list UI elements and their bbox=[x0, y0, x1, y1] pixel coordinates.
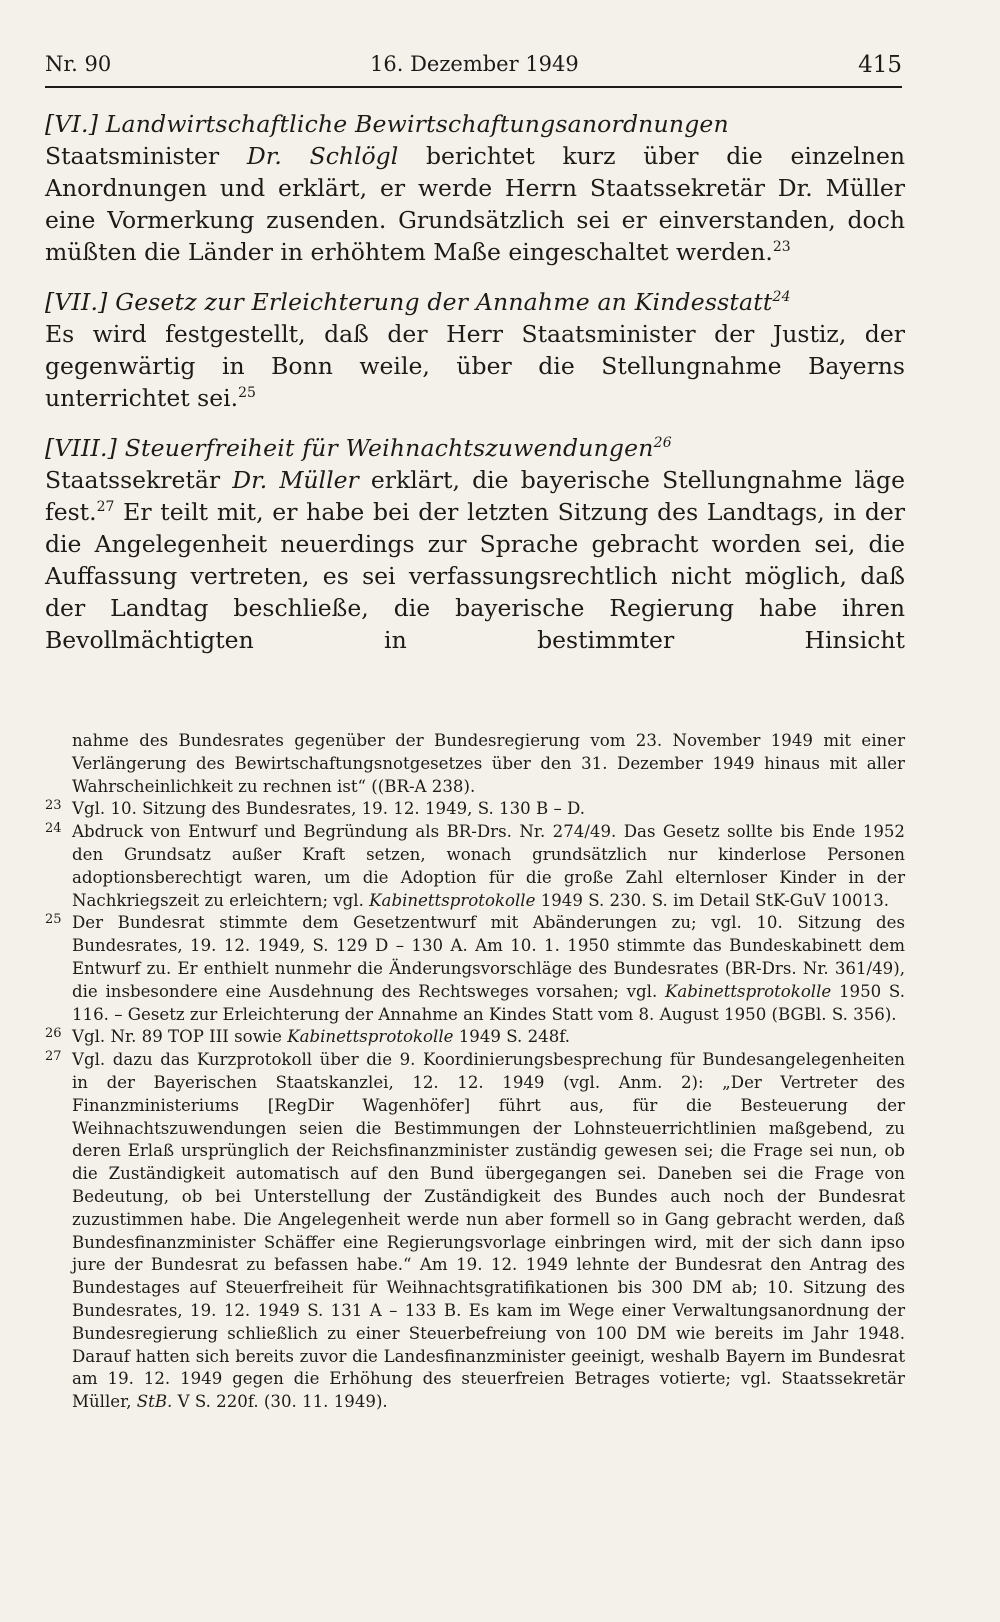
agenda-item-vi bbox=[45, 108, 905, 268]
footnote-text: 1950 S. 116. – Gesetz zur Erleichterung der Annahme an Kindes Statt vom 8. August 1950 (BGBl. S. 356). bbox=[72, 981, 905, 1024]
agenda-title: Gesetz zur Erleichterung der Annahme an Kindesstatt bbox=[115, 288, 773, 316]
agenda-item-vii bbox=[45, 286, 905, 414]
footnote-reference[interactable]: 24 bbox=[772, 289, 791, 306]
source-title: Kabinettsprotokolle bbox=[664, 981, 832, 1001]
footnote-text: 1949 S. 230. S. im Detail StK-GuV 10013. bbox=[535, 890, 890, 910]
agenda-title: Steuerfreiheit für Weihnachtszuwendungen bbox=[124, 434, 654, 462]
agenda-paragraph bbox=[45, 464, 905, 688]
paragraph-text: Es wird festgestellt, daß der Herr Staatsminister der Justiz, der gegenwärtig in Bonn weile, über die Stellungnahme Bayerns unterrichtet sei. bbox=[45, 320, 905, 412]
footnote-text: Abdruck von Entwurf und Begründung als BR-Drs. Nr. 274/49. Das Gesetz sollte bis Ende 1952 den Grundsatz außer Kraft setzen, wonach grundsätzlich nur kinderlose Personen adoptionsberechtigt waren, um die Adoption für die große Zahl elternloser Kinder in der Nachkriegszeit zu erleichtern; vgl. bbox=[72, 822, 905, 910]
footnote-text: Der Bundesrat stimmte dem Gesetzentwurf mit Abänderungen zu; vgl. 10. Sitzung des Bundesrates, 19. 12. 1949, S. 129 D – 130 A. Am 10. 1. 1950 stimmte das Bundeskabinett dem Entwurf zu. Er enthielt nunmehr die Änderungsvorschläge des Bundesrates (BR-Drs. Nr. 361/49), die insbesondere eine Ausdehnung des Rechtsweges vorsahen; vgl. bbox=[72, 913, 905, 1001]
source-title: StB. bbox=[136, 1392, 173, 1412]
page-header bbox=[45, 46, 902, 88]
footnote-text: Vgl. Nr. 89 TOP III sowie bbox=[72, 1027, 288, 1047]
agenda-numeral: [VI.] bbox=[45, 110, 99, 138]
footnote-27 bbox=[45, 1049, 905, 1414]
agenda-heading bbox=[45, 286, 905, 318]
footnote-text: Vgl. 10. Sitzung des Bundesrates, 19. 12. 1949, S. 130 B – D. bbox=[72, 799, 586, 819]
agenda-paragraph bbox=[45, 318, 905, 414]
footnote-number: 26 bbox=[45, 1026, 62, 1042]
footnote-reference[interactable]: 27 bbox=[96, 499, 115, 516]
footnote-number: 27 bbox=[45, 1049, 62, 1065]
footnote-number: 23 bbox=[45, 798, 62, 814]
footnote-continuation: nahme des Bundesrates gegenüber der Bundesregierung vom 23. November 1949 mit einer Verlängerung des Bewirtschaftungsnotgesetzes über den 31. Dezember 1949 hinaus mit aller Wahrscheinlichkeit zu rechnen ist“ ((BR-A 238). bbox=[72, 731, 905, 796]
footnotes bbox=[45, 730, 905, 1414]
footnote-reference[interactable]: 26 bbox=[653, 435, 672, 452]
paragraph-text: Staatsminister bbox=[45, 142, 247, 170]
source-title: Kabinettsprotokolle bbox=[369, 890, 536, 910]
speaker-name: Dr. Müller bbox=[232, 466, 359, 494]
agenda-numeral: [VIII.] bbox=[45, 434, 118, 462]
footnote-reference[interactable]: 23 bbox=[772, 239, 791, 256]
main-text bbox=[45, 108, 905, 706]
agenda-numeral: [VII.] bbox=[45, 288, 108, 316]
footnote-23 bbox=[45, 798, 905, 821]
paragraph-text: Staatssekretär bbox=[45, 466, 233, 494]
footnote-text: V S. 220f. (30. 11. 1949). bbox=[172, 1392, 388, 1412]
page-number: 415 bbox=[858, 52, 902, 78]
document-number: Nr. 90 bbox=[45, 52, 112, 76]
paragraph-text: Er teilt mit, er habe bei der letzten Sitzung des Landtags, in der die Angelegenheit neuerdings zur Sprache gebracht worden sei, die Auffassung vertreten, es sei verfassungsrechtlich nicht möglich, daß der Landtag beschließe, die bayerische Regierung habe ihren Bevollmächtigten in bestimmter Hinsicht bbox=[45, 498, 905, 654]
agenda-paragraph bbox=[45, 140, 905, 268]
agenda-heading bbox=[45, 432, 905, 464]
paragraph-text: erklärt, die bayerische Stellungnahme läge fest. bbox=[45, 466, 905, 526]
footnote-24 bbox=[45, 821, 905, 912]
footnote-25 bbox=[45, 912, 905, 1026]
speaker-name: Dr. Schlögl bbox=[246, 142, 399, 170]
agenda-title: Landwirtschaftliche Bewirtschaftungsanordnungen bbox=[105, 110, 729, 138]
footnote-reference[interactable]: 25 bbox=[238, 385, 256, 402]
paragraph-text: berichtet kurz über die einzelnen Anordnungen und erklärt, er werde Herrn Staatssekretär Dr. Müller eine Vormerkung zusenden. Grundsätzlich sei er einverstanden, doch müßten die Länder in erhöhtem Maße eingeschaltet werden. bbox=[45, 142, 905, 266]
footnote-text: 1949 S. 248f. bbox=[453, 1027, 571, 1047]
footnote-number: 25 bbox=[45, 912, 62, 928]
agenda-item-viii bbox=[45, 432, 905, 688]
source-title: Kabinettsprotokolle bbox=[287, 1027, 454, 1047]
agenda-heading bbox=[45, 108, 905, 140]
session-date: 16. Dezember 1949 bbox=[370, 52, 579, 76]
footnote-number: 24 bbox=[45, 821, 62, 837]
footnote-text: Vgl. dazu das Kurzprotokoll über die 9. Koordinierungsbesprechung für Bundesangelegenheiten in der Bayerischen Staatskanzlei, 12. 12. 1949 (vgl. Anm. 2): „Der Vertreter des Finanzministeriums [RegDir Wagenhöfer] führt aus, für die Besteuerung der Weihnachtszuwendungen seien die Bestimmungen der Lohnsteuerrichtlinien maßgebend, zu deren Erlaß ursprünglich der Reichsfinanzminister zuständig gewesen sei; die Frage sei nun, ob die Zuständigkeit automatisch auf den Bund übergegangen sei. Daneben sei die Frage von Bedeutung, ob bei Unterstellung der Zuständigkeit des Bundes auch noch der Bundesrat zuzustimmen habe. Die Angelegenheit werde nun aber formell so in Gang gebracht werden, daß Bundesfinanzminister Schäffer eine Regierungsvorlage einbringen wird, mit der sich dann ipso jure der Bundesrat zu befassen habe.“ Am 19. 12. 1949 lehnte der Bundesrat den Antrag des Bundestages auf Steuerfreiheit für Weihnachtsgratifikationen bis 300 DM ab; 10. Sitzung des Bundesrates, 19. 12. 1949 S. 131 A – 133 B. Es kam im Wege einer Verwaltungsanordnung der Bundesregierung schließlich zu einer Steuerbefreiung von 100 DM wie bereits im Jahr 1948. Darauf hatten sich bereits zuvor die Landesfinanzminister geeinigt, weshalb Bayern im Bundesrat am 19. 12. 1949 gegen die Erhöhung des steuerfreien Betrages votierte; vgl. Staatssekretär Müller, bbox=[72, 1050, 905, 1412]
footnote-26 bbox=[45, 1026, 905, 1049]
